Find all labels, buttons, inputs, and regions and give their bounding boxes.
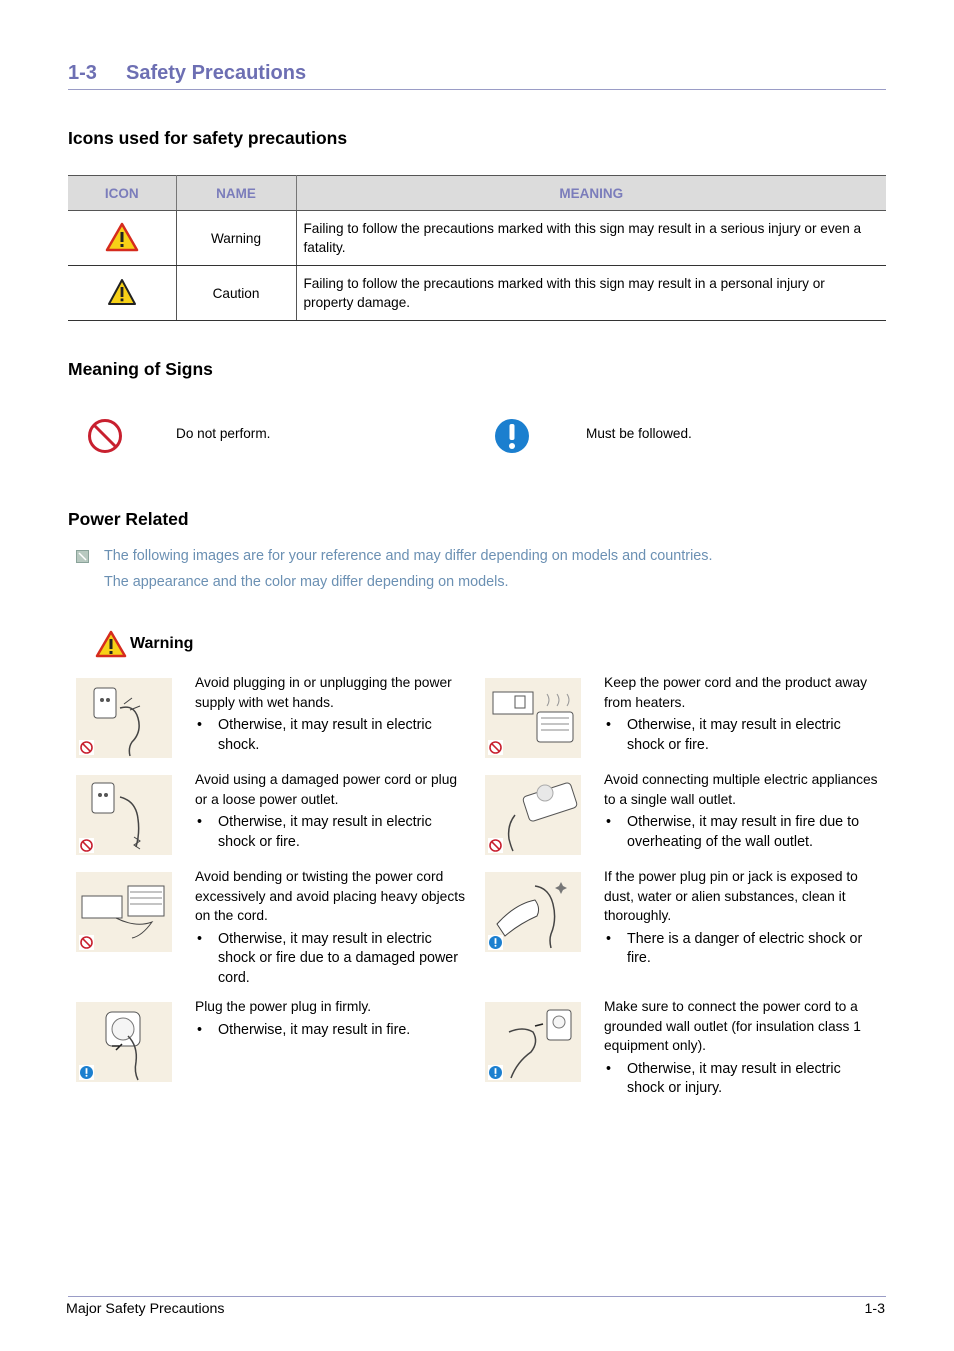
item-bullet: • Otherwise, it may result in electric shock or fire.	[604, 716, 879, 755]
caution-triangle-icon	[107, 278, 137, 306]
column-header-name: NAME	[176, 176, 296, 211]
item-text: Avoid bending or twisting the power cord excessively and avoid placing heavy objects on the cord.	[195, 869, 465, 923]
item-bullet: • Otherwise, it may result in electric shock.	[195, 716, 470, 755]
item-multi-outlet	[604, 770, 879, 852]
note-line-2: The appearance and the color may differ depending on models.	[104, 574, 509, 590]
warning-label: Warning	[130, 635, 194, 652]
prohibited-icon	[79, 838, 94, 853]
column-header-icon: ICON	[68, 176, 176, 211]
item-text: Avoid plugging in or unplugging the power supply with wet hands.	[195, 675, 452, 710]
item-bullet: • Otherwise, it may result in fire due to overheating of the wall outlet.	[604, 813, 879, 852]
item-heater	[604, 673, 879, 755]
note-line-1: The following images are for your reference and may differ depending on models and countries.	[104, 548, 713, 564]
item-bullet: • Otherwise, it may result in electric shock or injury.	[604, 1060, 879, 1099]
item-text: Avoid using a damaged power cord or plug or a loose power outlet.	[195, 772, 458, 807]
warning-triangle-icon	[95, 630, 127, 658]
column-header-meaning: MEANING	[296, 176, 886, 211]
prohibited-icon	[488, 838, 503, 853]
prohibited-icon	[87, 418, 123, 454]
prohibited-icon	[79, 740, 94, 755]
item-clean-plug	[604, 867, 879, 969]
section-title: Safety Precautions	[126, 62, 307, 84]
icons-table	[68, 175, 886, 321]
mandatory-icon	[488, 1065, 503, 1080]
meaning-cell: Failing to follow the precautions marked with this sign may result in a personal injury or property damage.	[296, 266, 886, 321]
item-text: If the power plug pin or jack is exposed to dust, water or alien substances, clean it thoroughly.	[604, 869, 858, 923]
name-cell: Warning	[176, 211, 296, 266]
icons-heading: Icons used for safety precautions	[68, 128, 348, 148]
item-heavy-object	[195, 867, 470, 988]
table-row	[68, 266, 886, 321]
note-icon	[76, 550, 89, 563]
table-row	[68, 211, 886, 266]
item-grounded-outlet	[604, 997, 879, 1099]
item-plug-firmly	[195, 997, 470, 1040]
item-bullet: • Otherwise, it may result in fire.	[195, 1021, 470, 1041]
item-bullet: • There is a danger of electric shock or fire.	[604, 930, 879, 969]
prohibited-icon	[488, 740, 503, 755]
signs-heading: Meaning of Signs	[68, 359, 213, 379]
name-cell: Caution	[176, 266, 296, 321]
title-divider	[68, 89, 886, 90]
table-header-row	[68, 176, 886, 211]
item-bullet: • Otherwise, it may result in electric shock or fire due to a damaged power cord.	[195, 930, 470, 989]
mandatory-icon	[494, 418, 530, 454]
item-text: Avoid connecting multiple electric appliances to a single wall outlet.	[604, 772, 878, 807]
icon-cell	[68, 211, 176, 266]
prohibited-meaning: Do not perform.	[176, 426, 271, 441]
item-text: Plug the power plug in firmly.	[195, 999, 372, 1014]
prohibited-icon	[79, 935, 94, 950]
item-bullet: • Otherwise, it may result in electric shock or fire.	[195, 813, 470, 852]
item-text: Make sure to connect the power cord to a grounded wall outlet (for insulation class 1 equipment only).	[604, 999, 861, 1053]
mandatory-icon	[488, 935, 503, 950]
power-heading: Power Related	[68, 509, 189, 529]
mandatory-icon	[79, 1065, 94, 1080]
icon-cell	[68, 266, 176, 321]
meaning-cell: Failing to follow the precautions marked with this sign may result in a serious injury or even a fatality.	[296, 211, 886, 266]
mandatory-meaning: Must be followed.	[586, 426, 692, 441]
footer-divider	[68, 1296, 886, 1297]
page-number: 1-3	[864, 1301, 885, 1317]
section-number: 1-3	[68, 62, 97, 84]
item-text: Keep the power cord and the product away from heaters.	[604, 675, 868, 710]
item-damaged-cord	[195, 770, 470, 852]
footer-title: Major Safety Precautions	[66, 1301, 225, 1317]
page-title	[68, 62, 306, 85]
warning-triangle-icon	[105, 222, 139, 252]
item-wet-hands	[195, 673, 470, 755]
